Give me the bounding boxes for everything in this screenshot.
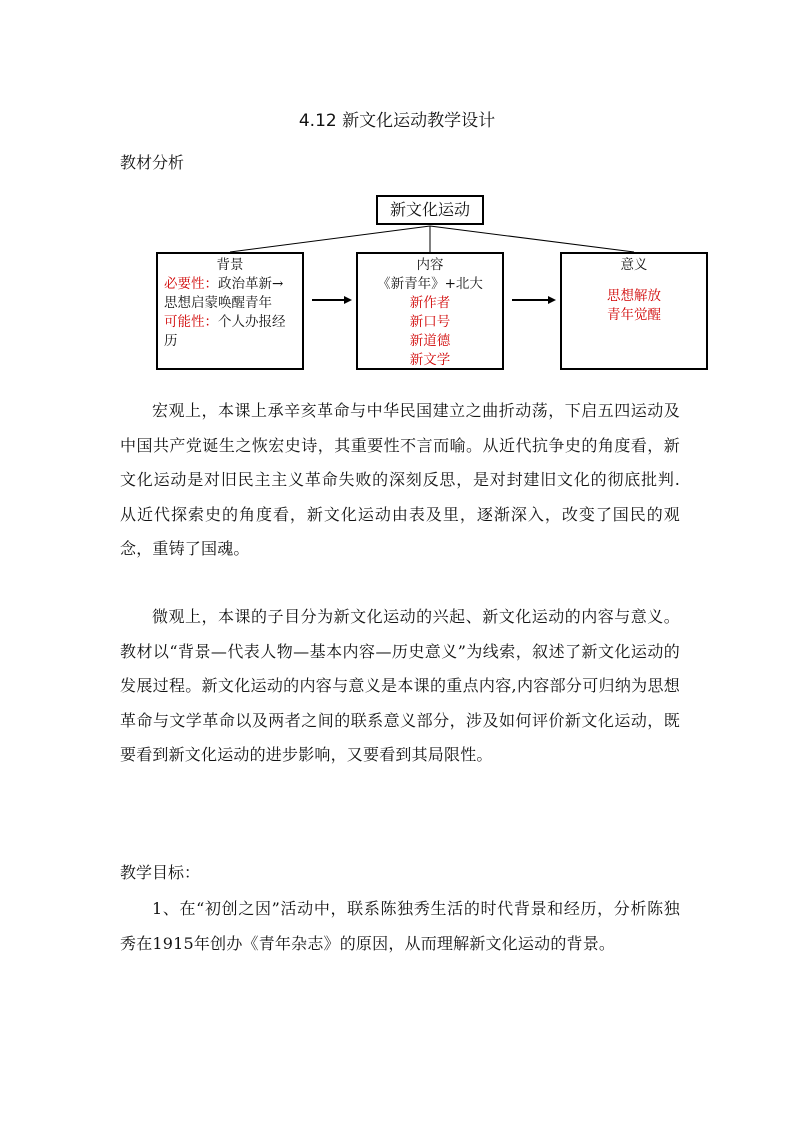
goal-item-1: 1、在“初创之因”活动中，联系陈独秀生活的时代背景和经历，分析陈独秀在1915年创办《青年杂志》的原因，从而理解新文化运动的背景。 [120,899,680,953]
content-line1: 《新青年》+北大 [377,276,483,292]
branch-line-background [230,226,430,252]
meaning-node [560,252,708,370]
section-heading-analysis: 教材分析 [120,153,185,172]
necessity-label: 必要性： [164,276,218,292]
content-item: 新作者 [409,295,451,311]
paragraph-micro: 微观上，本课的子目分为新文化运动的兴起、新文化运动的内容与意义。教材以“背景—代表人物—基本内容—历史意义”为线索，叙述了新文化运动的发展过程。新文化运动的内容与意义是本课的重点内容,内容部分可归纳为思想革命与文学革命以及两者之间的联系意义部分，涉及如何评价新文化运动，既要看到新文化运动的进步影响，又要看到其局限性。 [120,607,680,764]
arrow-head-2 [548,296,556,304]
content-header: 内容 [416,257,444,273]
necessity-text: 政治革新→思想启蒙唤醒青年 [164,276,284,311]
meaning-header: 意义 [620,257,648,273]
content-item: 新道德 [409,333,451,349]
possibility-label: 可能性： [164,314,218,330]
concept-diagram [150,190,670,380]
background-node [156,252,304,370]
meaning-item: 思想解放 [607,288,661,304]
page-title: 4.12 新文化运动教学设计 [298,111,496,131]
content-item: 新文学 [409,352,451,368]
diagram-root-node: 新文化运动 [376,195,484,225]
background-header: 背景 [216,257,244,273]
paragraph-macro: 宏观上，本课上承辛亥革命与中华民国建立之曲折动荡，下启五四运动及中国共产党诞生之恢宏史诗，其重要性不言而喻。从近代抗争史的角度看，新文化运动是对旧民主主义革命失败的深刻反思，是对封建旧文化的彻底批判. 从近代探索史的角度看，新文化运动由表及里，逐渐深入，改变了国民的观念，重铸了国魂。 [120,401,680,558]
section-heading-goals: 教学目标： [120,863,201,882]
meaning-item: 青年觉醒 [607,307,661,323]
content-node [356,252,504,370]
content-item: 新口号 [409,314,451,330]
arrow-head-1 [344,296,352,304]
branch-line-meaning [430,226,634,252]
possibility-text: 个人办报经历 [164,314,286,349]
